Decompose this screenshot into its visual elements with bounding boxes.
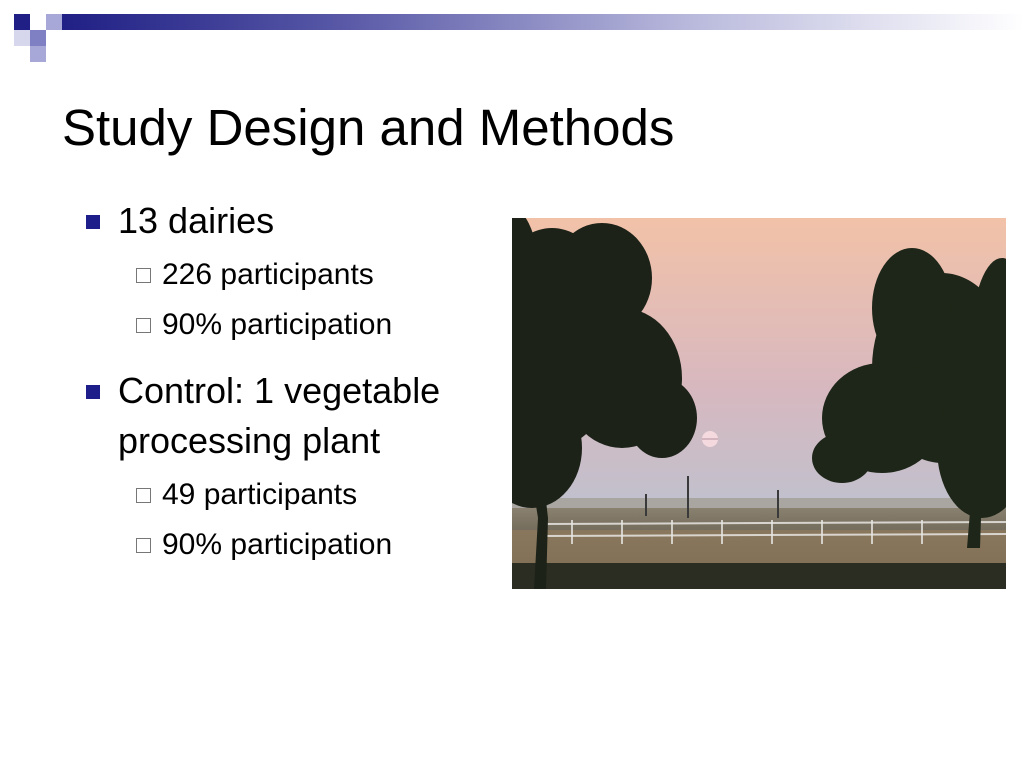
header-square-light <box>46 14 62 30</box>
bullet-item-control <box>80 366 500 466</box>
header-gradient-bar <box>60 14 1024 30</box>
sub-bullet-participants <box>80 474 500 516</box>
filled-square-icon <box>86 385 100 399</box>
bullet-item-dairies <box>80 196 500 246</box>
sub-bullet-text: 90% participation <box>162 528 393 561</box>
sub-bullet-text: 90% participation <box>162 308 393 341</box>
sub-bullet-text: 49 participants <box>162 478 358 511</box>
header-decoration <box>0 0 1024 60</box>
sunset-field-photo <box>512 218 1006 589</box>
sub-bullet-participation <box>80 524 500 566</box>
sub-bullet-participants <box>80 254 500 296</box>
bullet-text-line1: Control: 1 vegetable <box>118 370 441 411</box>
sub-bullet-participation <box>80 304 500 346</box>
hollow-square-icon <box>136 538 151 553</box>
bullet-text: 13 dairies <box>118 200 275 241</box>
header-square-light-lower <box>30 46 46 62</box>
sub-bullet-text: 226 participants <box>162 258 374 291</box>
hollow-square-icon <box>136 318 151 333</box>
hollow-square-icon <box>136 488 151 503</box>
header-square-mid <box>30 30 46 46</box>
slide-title: Study Design and Methods <box>62 99 675 156</box>
header-square-dark <box>14 14 30 30</box>
bullet-text-line2: processing plant <box>118 420 381 461</box>
bullet-list <box>80 196 500 574</box>
header-square-pale <box>14 30 30 46</box>
filled-square-icon <box>86 215 100 229</box>
hollow-square-icon <box>136 268 151 283</box>
